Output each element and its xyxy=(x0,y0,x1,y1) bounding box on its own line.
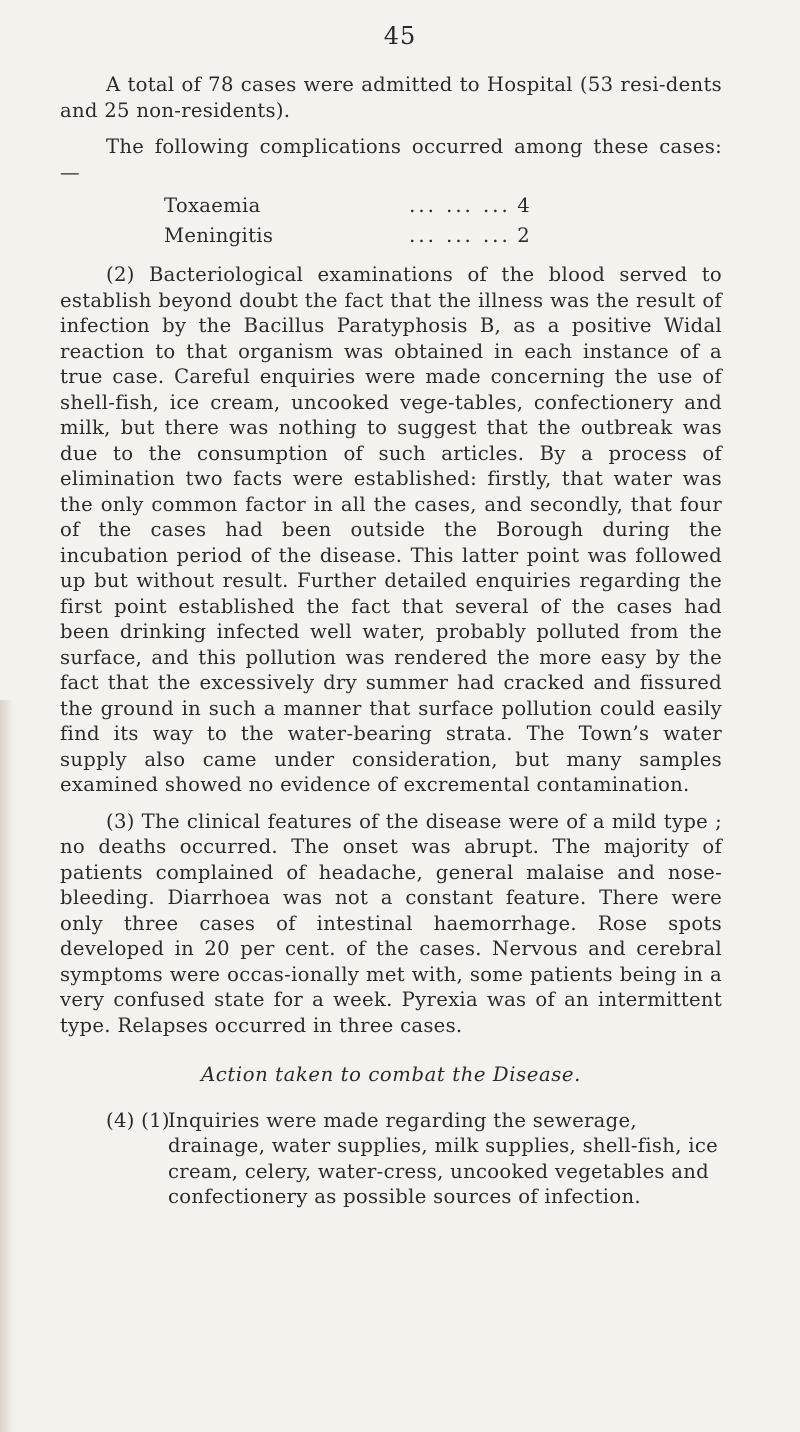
leader-dots: ... ... ... xyxy=(409,224,511,247)
paragraph-clinical-features: (3) The clinical features of the disease were of a mild type ; no deaths occurred. The onset was abrupt. The majority of patients complained of headache, general malaise and nose-bleeding. Diarrhoea was not a constant feature. There were only three cases of intestinal haemorrhage. Rose spots developed in 20 per cent. of the cases. Nervous and cerebral symptoms were occas-ionally met with, some patients being in a very confused state for a week. Pyrexia was of an intermittent type. Relapses occurred in three cases. xyxy=(60,809,722,1037)
complications-list xyxy=(164,191,722,251)
complication-row xyxy=(164,191,530,221)
complication-row xyxy=(164,221,530,251)
page-number: 45 xyxy=(383,22,417,50)
paragraph-complications-intro: The following complications occurred among these cases: — xyxy=(60,135,722,184)
document-body xyxy=(60,72,722,1210)
complication-leader xyxy=(409,191,530,221)
action-item-text: Inquiries were made regarding the sewerage, drainage, water supplies, milk supplies, shell-fish, ice cream, celery, water-cress, uncooked vegetables and confectionery as possible sources of infection. xyxy=(168,1108,718,1208)
action-item xyxy=(60,1108,722,1210)
complication-name: Meningitis xyxy=(164,224,274,247)
complication-count: 4 xyxy=(517,194,530,217)
action-item-marker: (4) (1) xyxy=(106,1108,170,1132)
paragraph-bacteriological: (2) Bacteriological examinations of the blood served to establish beyond doubt the fact that the illness was the result of infection by the Bacillus Paratyphosis B, as a positive Widal reaction to that organism was obtained in each instance of a true case. Careful enquiries were made concerning the use of shell-fish, ice cream, uncooked vege-tables, confectionery and milk, but there was nothing to suggest that the outbreak was due to the consumption of such articles. By a process of elimination two facts were established: firstly, that water was the only common factor in all the cases, and secondly, that four of the cases had been outside the Borough during the incubation period of the disease. This latter point was followed up but without result. Further detailed enquiries regarding the first point established the fact that several of the cases had been drinking infected well water, probably polluted from the surface, and this pollution was rendered the more easy by the fact that the excessively dry summer had cracked and fissured the ground in such a manner that surface pollution could easily find its way to the water-bearing strata. The Town’s water supply also came under consideration, but many samples examined showed no evidence of excremental contamination. xyxy=(60,263,722,796)
paragraph-admissions: A total of 78 cases were admitted to Hospital (53 resi-dents and 25 non-residents). xyxy=(60,73,722,122)
binding-edge xyxy=(0,700,14,1432)
complication-name: Toxaemia xyxy=(164,194,261,217)
section-heading: Action taken to combat the Disease. xyxy=(201,1063,581,1086)
leader-dots: ... ... ... xyxy=(409,194,511,217)
complication-leader xyxy=(409,221,530,251)
complication-count: 2 xyxy=(517,224,530,247)
